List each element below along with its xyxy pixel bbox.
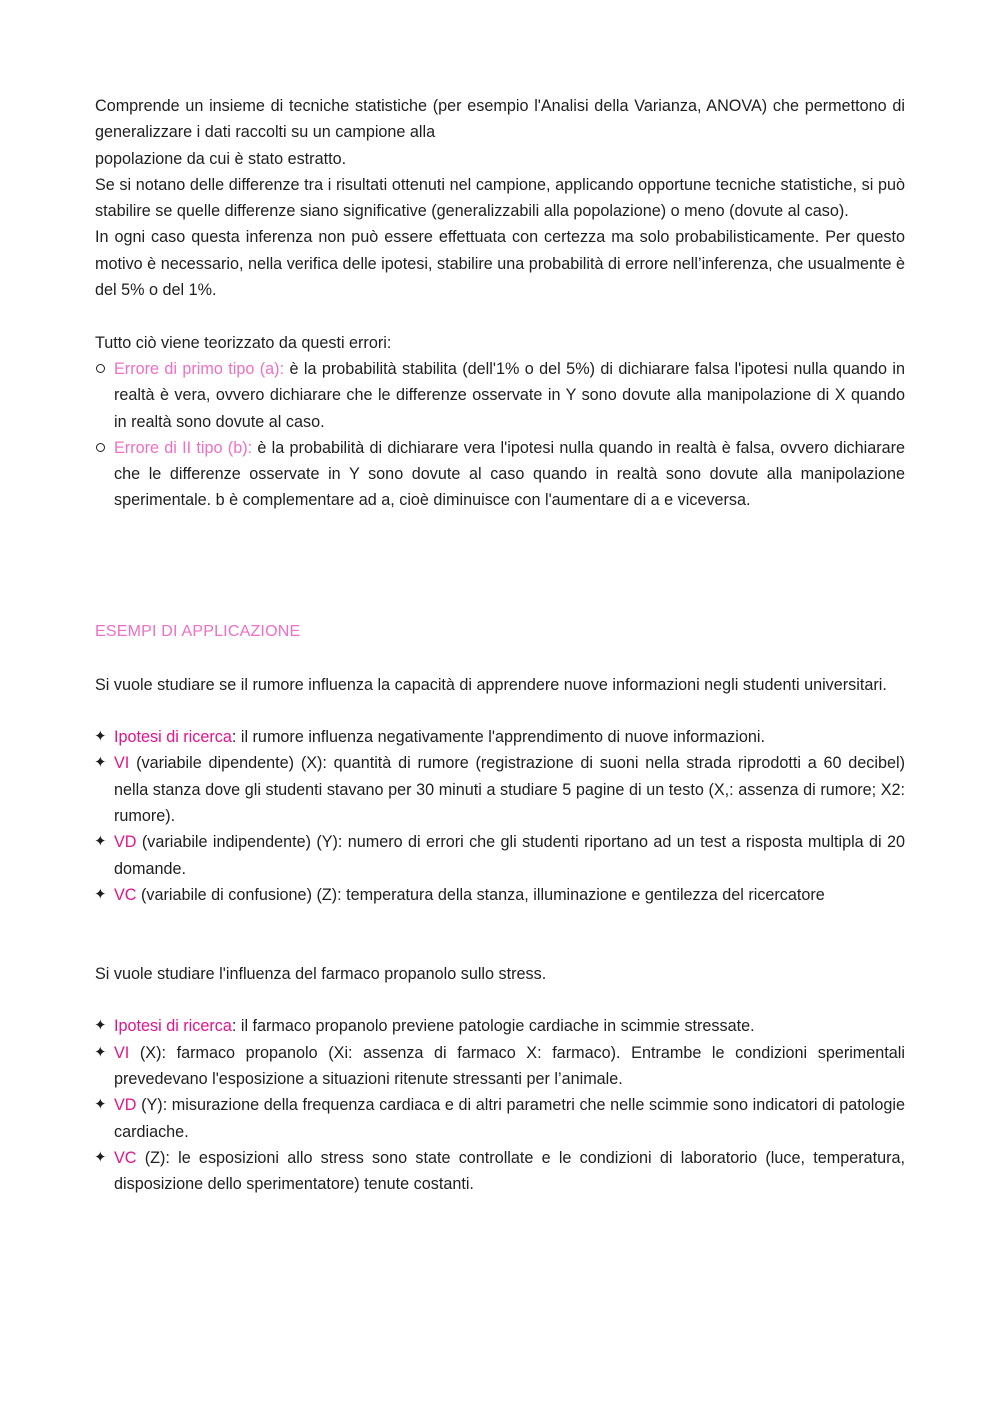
variable-text: (Z): le esposizioni allo stress sono state controllate e le condizioni di laboratorio (luce, temperatura, disposizione dello sperimentatore) tenute costanti. [114,1148,905,1194]
list-item [95,750,905,829]
example1-intro: Si vuole studiare se il rumore influenza la capacità di apprendere nuove informazioni negli studenti universitari. [95,675,887,694]
section-heading: ESEMPI DI APPLICAZIONE [95,622,301,640]
variable-term: VC [114,885,137,904]
variable-text: (X): farmaco propanolo (Xi: assenza di farmaco X: farmaco). Entrambe le condizioni sperimentali prevedevano l'esposizione a situazioni ritenute stressanti per l’animale. [114,1043,905,1088]
list-item [95,1013,905,1039]
variable-term: Ipotesi di ricerca [114,1017,232,1036]
variable-text: (variabile indipendente) (Y): numero di errori che gli studenti riportano ad un test a risposta multipla di 20 domande. [114,833,905,878]
error-term: Errore di primo tipo (a): [114,359,285,378]
error-term: Errore di II tipo (b): [114,438,253,457]
variable-text: (Y): misurazione della frequenza cardiaca e di altri parametri che nelle scimmie sono indicatori di patologie cardiache. [114,1096,905,1141]
example1-list [95,724,905,908]
intro-line-2: popolazione da cui è stato estratto. [95,149,347,168]
variable-term: VI [114,754,130,773]
list-item [95,829,905,882]
spacer [95,514,905,540]
document-page [95,93,905,1197]
list-item [95,356,905,435]
variable-text: (variabile di confusione) (Z): temperatura della stanza, illuminazione e gentilezza del ricercatore [136,885,825,904]
list-item [95,882,905,908]
spacer [95,540,905,566]
variable-term: VD [114,1096,137,1115]
variable-text: : il rumore influenza negativamente l'apprendimento di nuove informazioni. [231,728,765,747]
error-text: è la probabilità stabilita (dell'1% o del 5%) di dichiarare falsa l'ipotesi nulla quando in realtà è vera, ovvero dichiarare che le differenze osservate in Y sono dovute alla manipolazione di X quando in realtà sono dovute al caso. [114,359,905,431]
list-item [95,1145,905,1198]
errors-list [95,356,905,514]
intro-paragraph-2: Se si notano delle differenze tra i risultati ottenuti nel campione, applicando opportune tecniche statistiche, si può stabilire se quelle differenze siano significative (generalizzabili alla popolazione) o meno (dovute al caso). [95,175,905,221]
list-item [95,1040,905,1093]
variable-term: VC [114,1148,137,1167]
variable-text: : il farmaco propanolo previene patologie cardiache in scimmie stressate. [231,1017,755,1036]
spacer [95,908,905,934]
errors-lead: Tutto ciò viene teorizzato da questi errori: [95,333,392,352]
example2-list [95,1013,905,1197]
spacer [95,593,905,619]
error-text: è la probabilità di dichiarare vera l'ipotesi nulla quando in realtà è falsa, ovvero dichiarare che le differenze osservate in Y sono dovute al caso quando in realtà sono dovute alla manipolazione sperimentale. b è complementare ad a, cioè diminuisce con l'aumentare di a e viceversa. [114,438,905,510]
variable-text: (variabile dipendente) (X): quantità di rumore (registrazione di suoni nella strada riprodotti a 60 decibel) nella stanza dove gli studenti stavano per 30 minuti a studiare 5 pagine di un testo (X,: assenza di rumore; X2: rumore). [114,754,905,826]
variable-term: VI [114,1043,130,1062]
variable-term: Ipotesi di ricerca [114,728,232,747]
example2-intro: Si vuole studiare l'influenza del farmaco propanolo sullo stress. [95,964,547,983]
list-item [95,1092,905,1145]
spacer [95,935,905,961]
intro-paragraph-3: In ogni caso questa inferenza non può essere effettuata con certezza ma solo probabilisticamente. Per questo motivo è necessario, nella verifica delle ipotesi, stabilire una probabilità di errore nell’inferenza, che usualmente è del 5% o del 1%. [95,228,905,300]
spacer [95,303,905,329]
list-item [95,724,905,750]
spacer [95,987,905,1013]
spacer [95,645,905,671]
spacer [95,566,905,592]
spacer [95,698,905,724]
variable-term: VD [114,833,137,852]
list-item [95,435,905,514]
intro-line-1: Comprende un insieme di tecniche statistiche (per esempio l'Analisi della Varianza, ANOVA) che permettono di generalizzare i dati raccolti su un campione alla [95,97,905,142]
